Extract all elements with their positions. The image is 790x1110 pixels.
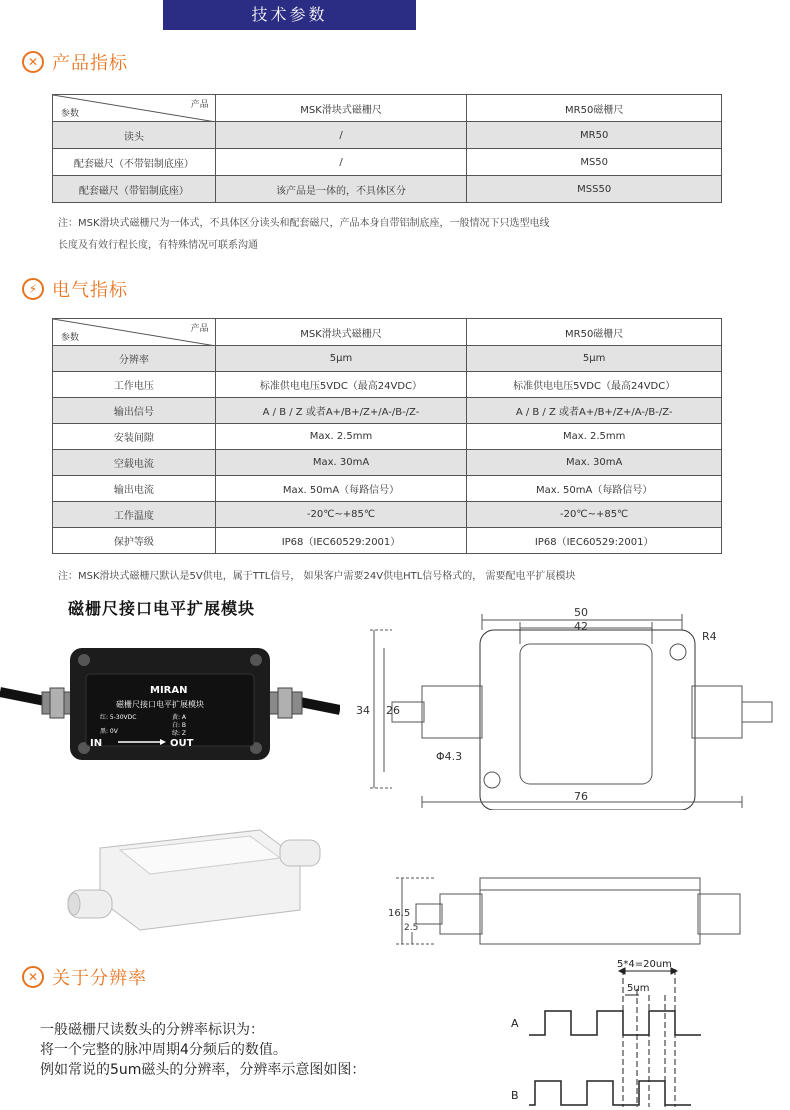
svg-text:5*4=20um: 5*4=20um <box>617 959 672 970</box>
table-row: 保护等级 IP68（IEC60529:2001） IP68（IEC60529:2001） <box>53 528 722 554</box>
column-header-msk: MSK滑块式磁栅尺 <box>215 319 467 346</box>
table-row: 读头 / MR50 <box>53 122 722 149</box>
svg-text:黑: 0V: 黑: 0V <box>100 728 118 735</box>
module-title: 磁栅尺接口电平扩展模块 <box>68 599 256 618</box>
table-row: 分辨率 5μm 5μm <box>53 346 722 372</box>
svg-text:42: 42 <box>574 620 588 633</box>
column-header-mr50: MR50磁栅尺 <box>467 95 722 122</box>
top-view-drawing <box>352 600 782 810</box>
svg-text:16.5: 16.5 <box>388 908 411 919</box>
table-row: 输出信号 A / B / Z 或者A+/B+/Z+/A-/B-/Z- A / B / Z 或者A+/B+/Z+/A-/B-/Z- <box>53 398 722 424</box>
table-row: 配套磁尺（带铝制底座） 该产品是一体的，不具体区分 MSS50 <box>53 176 722 203</box>
svg-text:76: 76 <box>574 790 588 803</box>
product-section-header <box>22 47 128 77</box>
module-photo <box>0 630 340 780</box>
svg-text:B: B <box>511 1089 519 1102</box>
table-row: 工作温度 -20℃~+85℃ -20℃~+85℃ <box>53 502 722 528</box>
side-view-drawing <box>386 860 782 955</box>
svg-text:26: 26 <box>386 704 400 717</box>
table-row: 输出电流 Max. 50mA（每路信号） Max. 50mA（每路信号） <box>53 476 722 502</box>
table-row: 配套磁尺（不带铝制底座） / MS50 <box>53 149 722 176</box>
svg-text:OUT: OUT <box>170 738 194 749</box>
resolution-section-title: 关于分辨率 <box>52 968 147 989</box>
table-row: 工作电压 标准供电电压5VDC（最高24VDC） 标准供电电压5VDC（最高24VDC） <box>53 372 722 398</box>
electrical-note: 注：MSK滑块式磁栅尺默认是5V供电，属于TTL信号， 如果客户需要24V供电HTL信号格式的， 需要配电平扩展模块 <box>58 571 576 582</box>
svg-text:Φ4.3: Φ4.3 <box>436 750 463 763</box>
lightning-icon: ⚡ <box>22 278 44 300</box>
svg-text:34: 34 <box>356 704 370 717</box>
column-header-mr50: MR50磁栅尺 <box>467 319 722 346</box>
svg-text:黄: A: 黄: A <box>172 714 187 721</box>
column-header-msk: MSK滑块式磁栅尺 <box>215 95 467 122</box>
tools-icon: ✕ <box>22 51 44 73</box>
electrical-section-title: 电气指标 <box>52 280 128 301</box>
page-banner: 技术参数 <box>163 0 416 30</box>
module-render <box>60 820 340 940</box>
electrical-section-header <box>22 274 128 304</box>
electrical-spec-table <box>52 318 722 554</box>
product-note: 注：MSK滑块式磁栅尺为一体式，不具体区分读头和配套磁尺，产品本身自带铝制底座，一般情况下只选型电线 长度及有效行程长度，有特殊情况可联系沟通 <box>58 218 550 251</box>
table-row: 安装间隙 Max. 2.5mm Max. 2.5mm <box>53 424 722 450</box>
svg-text:白: B: 白: B <box>172 722 187 729</box>
tools-icon: ✕ <box>22 966 44 988</box>
table-corner-header: 产品 参数 <box>53 319 216 346</box>
resolution-description: 一般磁栅尺读数头的分辨率标识为： 将一个完整的脉冲周期4分频后的数值。 例如常说的5um磁头的分辨率，分辨率示意图如图： <box>40 1022 366 1078</box>
table-corner-header: 产品 参数 <box>53 95 216 122</box>
svg-text:IN: IN <box>90 738 103 749</box>
svg-text:50: 50 <box>574 606 588 619</box>
resolution-waveform-diagram <box>505 955 785 1107</box>
svg-text:R4: R4 <box>702 630 717 643</box>
svg-text:绿: Z: 绿: Z <box>172 730 187 737</box>
svg-text:磁栅尺接口电平扩展模块: 磁栅尺接口电平扩展模块 <box>116 700 204 709</box>
svg-text:2.5: 2.5 <box>404 923 419 933</box>
svg-text:红: 5-30VDC: 红: 5-30VDC <box>100 714 137 721</box>
table-row: 空载电流 Max. 30mA Max. 30mA <box>53 450 722 476</box>
brand-text: MIRAN <box>150 685 188 696</box>
svg-text:A: A <box>511 1017 519 1030</box>
svg-text:5um: 5um <box>627 983 650 994</box>
product-section-title: 产品指标 <box>52 53 128 74</box>
product-spec-table <box>52 94 722 203</box>
resolution-section-header <box>22 962 147 992</box>
